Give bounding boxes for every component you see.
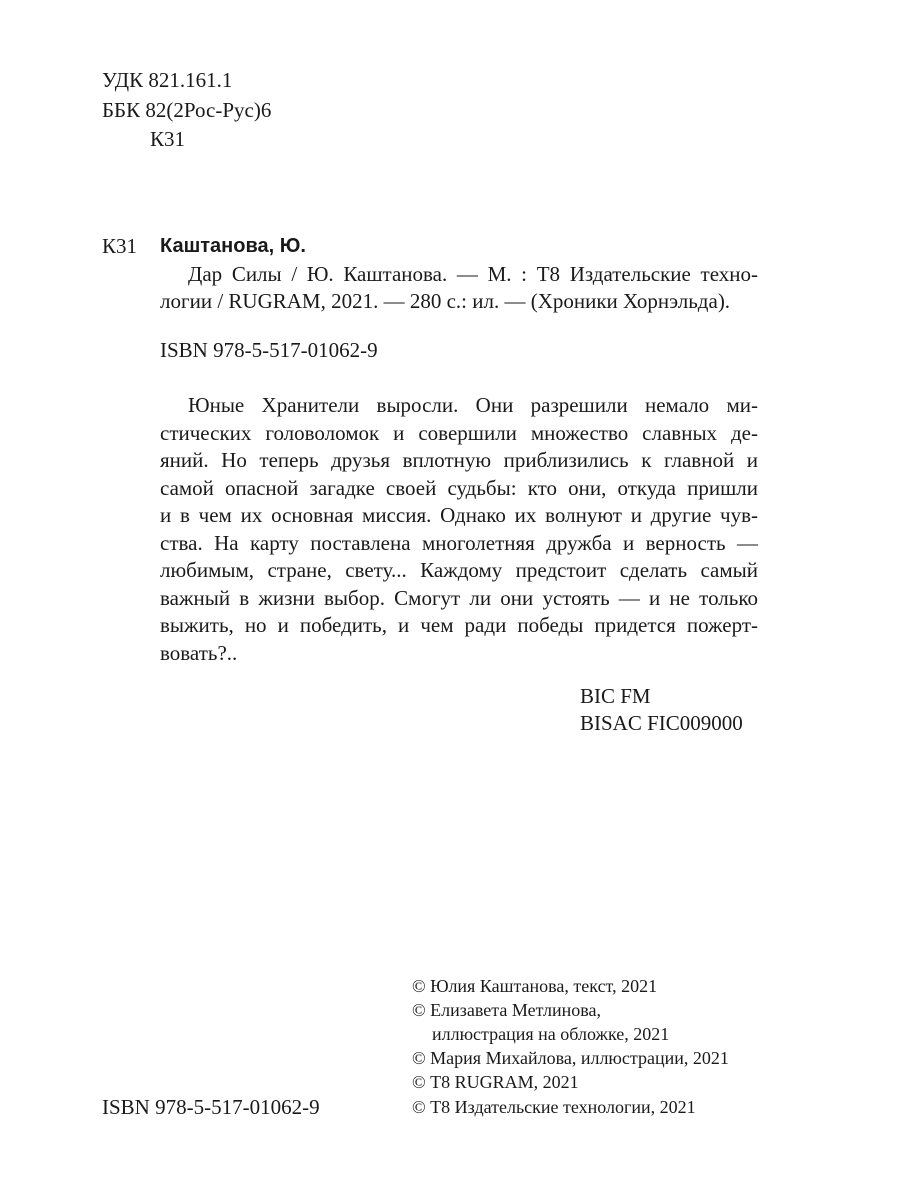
description-line-1: Дар Силы / Ю. Каштанова. — М. : Т8 Издательские техно- xyxy=(188,262,758,286)
copyright-line: © Юлия Каштанова, текст, 2021 xyxy=(412,976,658,996)
catalog-code: К31 xyxy=(102,234,138,258)
description-line-2: логии / RUGRAM, 2021. — 280 с.: ил. — (Хроники Хорнэльда). xyxy=(160,289,731,313)
annotation-line: ства. На карту поставлена многолетняя дружба и верность — xyxy=(160,530,758,555)
udk-code: УДК 821.161.1 xyxy=(102,68,233,92)
copyright-line: иллюстрация на обложке, 2021 xyxy=(432,1024,670,1044)
bbk-code: ББК 82(2Рос-Рус)6 xyxy=(102,98,272,122)
annotation-line: стических головоломок и совершили множество славных де- xyxy=(160,420,758,445)
annotation-line: выжить, но и победить, и чем ради победы придется пожерт- xyxy=(160,613,758,637)
bic-code: BIC FM xyxy=(580,684,651,708)
author-heading: Каштанова, Ю. xyxy=(160,235,306,257)
annotation xyxy=(160,392,758,667)
annotation-line: Юные Хранители выросли. Они разрешили немало ми- xyxy=(188,393,758,417)
copyright-line: © Мария Михайлова, иллюстрации, 2021 xyxy=(412,1048,729,1068)
annotation-line: самой опасной загадке своей судьбы: кто они, откуда пришли xyxy=(160,475,758,500)
isbn-bottom: ISBN 978-5-517-01062-9 xyxy=(102,1095,320,1119)
copyright-line: © Т8 RUGRAM, 2021 xyxy=(412,1072,579,1092)
annotation-line: вовать?.. xyxy=(160,640,238,665)
annotation-line: яний. Но теперь друзья вплотную приблизились к главной и xyxy=(160,448,758,472)
bisac-code: BISAC FIC009000 xyxy=(580,711,743,735)
copyright-line: © Т8 Издательские технологии, 2021 xyxy=(412,1097,696,1117)
annotation-line: и в чем их основная миссия. Однако их волнуют и другие чув- xyxy=(160,503,758,527)
isbn-record: ISBN 978-5-517-01062-9 xyxy=(160,338,378,362)
annotation-line: важный в жизни выбор. Смогут ли они устоять — и не только xyxy=(160,585,758,610)
copyright-line: © Елизавета Метлинова, xyxy=(412,1000,602,1020)
annotation-line: любимым, стране, свету... Каждому предстоит сделать самый xyxy=(160,558,758,582)
author-sign: К31 xyxy=(150,127,186,151)
